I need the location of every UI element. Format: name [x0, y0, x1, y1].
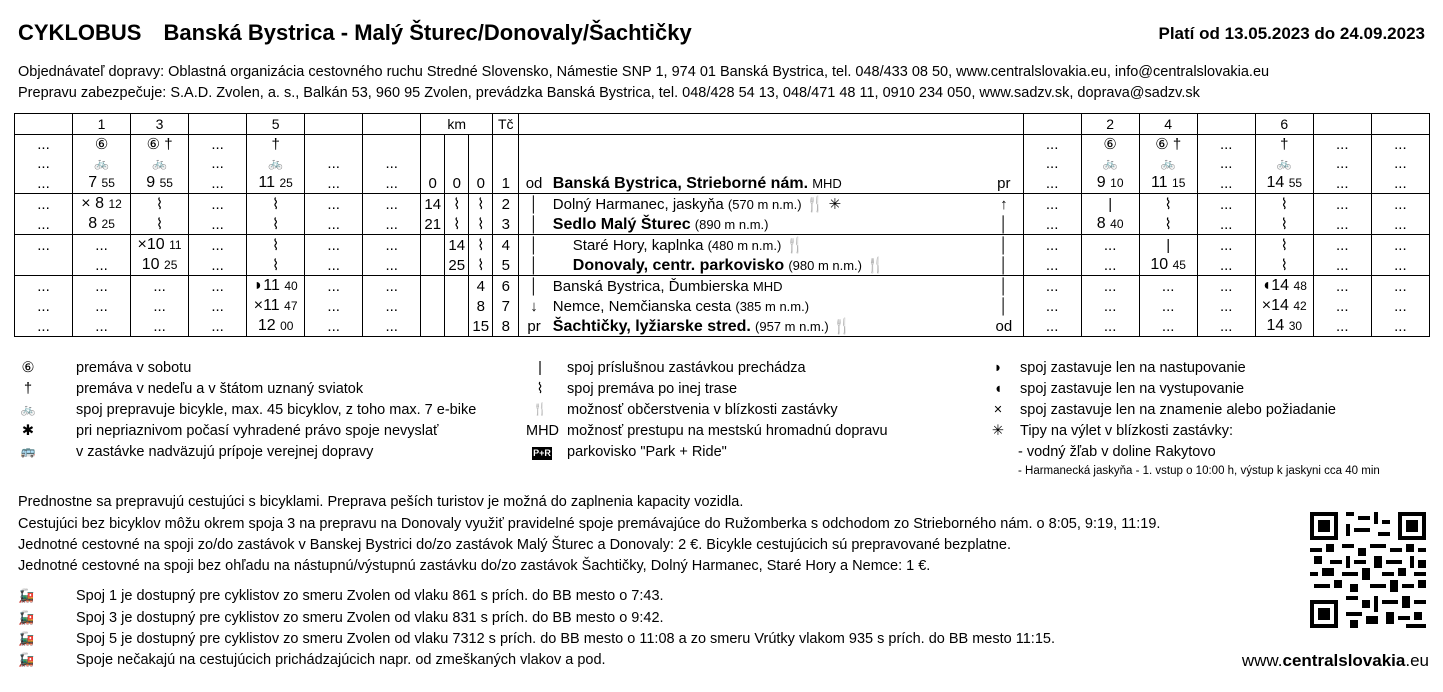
stop-row-7: ... ... ... ... ×11 47 ... ... 8 7 ↓ Nemce, Nemčianska cesta (385 m n.m.) │ ... ... ... ... ×14 42 ... ...	[15, 296, 1430, 316]
note-4: Jednotné cestovné na spoji bez ohľadu na nástupnú/výstupnú zastávku do/zo zastávok Šachtičky, Dolný Harmanec, Staré Hory a Nemce: 1 €.	[18, 558, 931, 574]
station-name: Sedlo Malý Šturec	[552, 215, 691, 233]
stop-row-1: ... 7 55 9 55 ... 11 25 ... ... 0 0 0 1 od Banská Bystrica, Strieborné nám. MHD pr ... 9 10 11 15 ... 14 55 ... ...	[15, 173, 1430, 194]
carrier-info: Prepravu zabezpečuje: S.A.D. Zvolen, a. s., Balkán 53, 960 95 Zvolen, prevádzka Banská Bystrica, tel. 048/428 54 13, 048/471 48 11, 0910 234 050, www.sadzv.sk, doprava@sadzv.sk	[18, 85, 1200, 101]
validity: Platí od 13.05.2023 do 24.09.2023	[1158, 24, 1425, 43]
note-3: Jednotné cestovné na spoji zo/do zastávok v Banskej Bystrici do/zo zastávok Malý Šturec a Donovaly: 2 €. Bicykle cestujúcich sú prepravované bezplatne.	[18, 537, 1011, 553]
website-link[interactable]: www.centralslovakia.eu	[1241, 651, 1429, 670]
station-name: Donovaly, centr. parkovisko	[572, 256, 785, 274]
train-icon: 🚂	[18, 652, 35, 667]
table-header-row: 1 3 5 km Tč 2 4 6	[15, 114, 1430, 135]
stop-row-5: ... 10 25 ... ⌇ ... ... 25 ⌇ 5 │ Donovaly, centr. parkovisko (980 m n.m.) 🍴 │ ... ... 10 45 ... ⌇ ... ...	[15, 255, 1430, 276]
stop-row-2: ... × 8 12 ⌇ ... ⌇ ... ... 14 ⌇ ⌇ 2 │ Dolný Harmanec, jaskyňa (570 m n.m.) 🍴 ✳ ↑ ... | ⌇ ... ⌇ ... ...	[15, 194, 1430, 215]
station-name: Banská Bystrica, Ďumbierska	[552, 277, 749, 295]
service-name: CYKLOBUS	[18, 20, 142, 45]
timetable	[14, 113, 1430, 337]
bike-row: ... 🚲 🚲 ... 🚲 ... ... ... 🚲 🚲 ... 🚲 ... ...	[15, 154, 1430, 173]
orderer-info: Objednávateľ dopravy: Oblastná organizácia cestovného ruchu Stredné Slovensko, Námestie SNP 1, 974 01 Banská Bystrica, tel. 048/433 08 50, www.centralslovakia.eu, info@centralslovakia.eu	[18, 64, 1270, 80]
note-2: Cestujúci bez bicyklov môžu okrem spoja 3 na prepravu na Donovaly využiť pravidelné spoje premávajúce do Ružomberka s odchodom zo Strieborného nám. o 8:05, 9:19, 11:19.	[18, 516, 1161, 532]
stop-row-3: ... 8 25 ⌇ ... ⌇ ... ... 21 ⌇ ⌇ 3 │ Sedlo Malý Šturec (890 m n.m.) │ ... 8 40 ⌇ ... ⌇ ... ...	[15, 214, 1430, 235]
km-header: km	[421, 114, 493, 135]
tc-header: Tč	[493, 114, 519, 135]
title	[18, 20, 714, 46]
route-name: Banská Bystrica - Malý Šturec/Donovaly/Šachtičky	[163, 20, 692, 45]
note-1: Prednostne sa prepravujú cestujúci s bicyklami. Preprava peších turistov je možná do zaplnenia kapacity vozidla.	[18, 494, 744, 510]
qr-code-icon	[1310, 512, 1426, 628]
stop-row-4: ... ... ×10 11 ... ⌇ ... ... 14 ⌇ 4 │ Staré Hory, kaplnka (480 m n.m.) 🍴 │ ... ... | ... ⌇ ... ...	[15, 235, 1430, 256]
train-icon: 🚂	[18, 631, 35, 646]
train-icon: 🚂	[18, 610, 35, 625]
station-name: Dolný Harmanec, jaskyňa	[552, 195, 724, 213]
stop-row-6: ... ... ... ... ◗11 40 ... ... 4 6 │ Banská Bystrica, Ďumbierska MHD │ ... ... ... ... ◖14 48 ... ...	[15, 276, 1430, 297]
days-row: ... ⑥ ⑥ † ... † ... ⑥ ⑥ † ... † ... ...	[15, 135, 1430, 155]
train-icon: 🚂	[18, 588, 35, 603]
station-name: Šachtičky, lyžiarske stred.	[552, 317, 751, 335]
station-name: Nemce, Nemčianska cesta	[552, 297, 732, 315]
stop-row-8: ... ... ... ... 12 00 ... ... 15 8 pr Šachtičky, lyžiarske stred. (957 m n.m.) 🍴 od ... ... ... ... 14 30 ... ...	[15, 316, 1430, 337]
station-name: Staré Hory, kaplnka	[572, 236, 704, 254]
station-name: Banská Bystrica, Strieborné nám.	[552, 174, 809, 192]
